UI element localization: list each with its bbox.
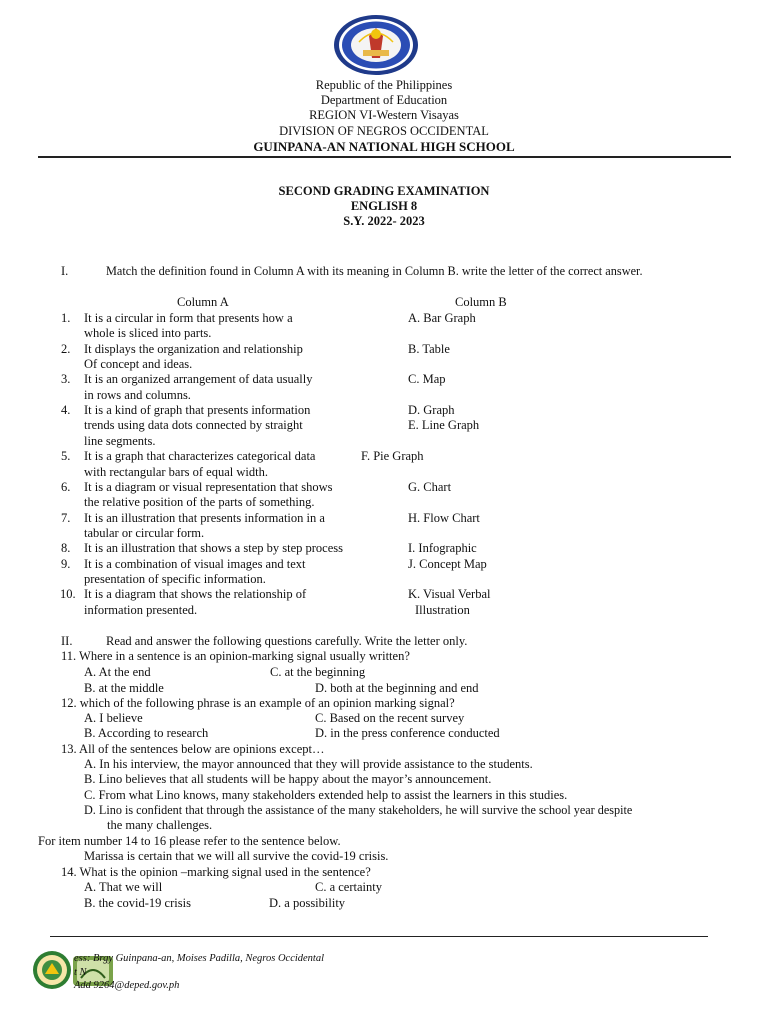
column-a-definition: It is an organized arrangement of data usually [84,372,313,386]
q14-choice-b: B. the covid-19 crisis [84,896,191,910]
column-b-term: Illustration [415,603,470,617]
column-a-definition: It is a graph that characterizes categorical data [84,449,316,463]
part1-numeral: I. [61,264,69,278]
column-a-definition: It is an illustration that shows a step by step process [84,541,343,555]
q12-choice-b: B. According to research [84,726,209,740]
column-a-definition: It is a diagram that shows the relationship of [84,587,307,601]
column-b-term: J. Concept Map [408,557,487,571]
q14-choice-a: A. That we will [84,880,163,894]
column-b-term: F. Pie Graph [361,449,424,463]
item-number: 8. [61,541,71,555]
question-14: 14. What is the opinion –marking signal used in the sentence? [61,865,371,879]
q12-choice-d: D. in the press conference conducted [315,726,500,740]
item-number: 9. [61,557,71,571]
part1-instruction: Match the definition found in Column A with its meaning in Column B. write the letter of the correct answer. [106,264,643,278]
column-a-definition: It is a circular in form that presents how a [84,311,293,325]
item-number: 1. [61,311,71,325]
column-a-definition: presentation of specific information. [84,572,266,586]
column-a-definition: with rectangular bars of equal width. [84,465,268,479]
reference-note: For item number 14 to 16 please refer to the sentence below. [38,834,341,848]
column-a-definition: the relative position of the parts of something. [84,495,315,509]
q13-choice-b: B. Lino believes that all students will be happy about the mayor’s announcement. [84,772,492,786]
column-a-definition: Of concept and ideas. [84,357,193,371]
footer-email: Add 9264@deped.gov.ph [74,980,180,991]
column-a-definition: information presented. [84,603,198,617]
column-a-definition: It is a kind of graph that presents information [84,403,311,417]
header-region: REGION VI-Western Visayas [309,108,459,122]
item-number: 6. [61,480,71,494]
exam-subject: ENGLISH 8 [350,199,418,213]
footer-divider [50,936,708,937]
q14-choice-d: D. a possibility [269,896,346,910]
footer-contact: t N [74,967,87,978]
column-a-definition: line segments. [84,434,156,448]
column-a-definition: It displays the organization and relationship [84,342,303,356]
exam-school-year: S.Y. 2022- 2023 [343,214,425,228]
column-b-term: I. Infographic [408,541,477,555]
exam-title: SECOND GRADING EXAMINATION [278,184,490,198]
column-a-definition: trends using data dots connected by straight [84,418,303,432]
part2-numeral: II. [61,634,73,648]
header-school-name: GUINPANA-AN NATIONAL HIGH SCHOOL [253,139,515,154]
q13-choice-c: C. From what Lino knows, many stakeholders extended help to assist the learners in this studies. [84,788,568,802]
reference-sentence: Marissa is certain that we will all survive the covid-19 crisis. [84,849,389,863]
deped-seal-icon [333,14,419,76]
column-b-term: G. Chart [408,480,452,494]
q11-choice-a: A. At the end [84,665,151,679]
column-b-term: K. Visual Verbal [408,587,491,601]
header-department: Department of Education [320,93,448,107]
item-number: 7. [61,511,71,525]
column-a-definition: It is a diagram or visual representation that shows [84,480,333,494]
column-b-term: C. Map [408,372,446,386]
q13-choice-d-continued: the many challenges. [107,818,213,832]
q11-choice-c: C. at the beginning [270,665,366,679]
header-republic: Republic of the Philippines [315,78,453,92]
column-b-term: D. Graph [408,403,455,417]
column-b-term: H. Flow Chart [408,511,480,525]
q12-choice-c: C. Based on the recent survey [315,711,465,725]
q11-choice-d: D. both at the beginning and end [315,681,479,695]
question-12: 12. which of the following phrase is an example of an opinion marking signal? [61,696,455,710]
item-number: 10. [60,587,76,601]
column-b-term: A. Bar Graph [408,311,476,325]
column-a-definition: whole is sliced into parts. [84,326,212,340]
q13-choice-a: A. In his interview, the mayor announced that they will provide assistance to the students. [84,757,533,771]
column-a-heading: Column A [177,295,229,309]
q12-choice-a: A. I believe [84,711,143,725]
part2-instruction: Read and answer the following questions carefully. Write the letter only. [106,634,468,648]
column-a-definition: It is an illustration that presents information in a [84,511,325,525]
column-a-definition: in rows and columns. [84,388,191,402]
item-number: 4. [61,403,71,417]
item-number: 5. [61,449,71,463]
question-11: 11. Where in a sentence is an opinion-marking signal usually written? [61,649,410,663]
footer-address: ess: Brgy Guinpana-an, Moises Padilla, Negros Occidental [74,953,325,964]
header-divider [38,156,731,158]
q13-choice-d: D. Lino is confident that through the assistance of the many stakeholders, he will survive the school year despite [84,803,633,817]
q11-choice-b: B. at the middle [84,681,164,695]
column-b-heading: Column B [455,295,507,309]
item-number: 3. [61,372,71,386]
column-b-term: B. Table [408,342,450,356]
header-division: DIVISION OF NEGROS OCCIDENTAL [279,124,489,138]
q14-choice-c: C. a certainty [315,880,382,894]
item-number: 2. [61,342,71,356]
column-b-term: E. Line Graph [408,418,480,432]
school-seal-icon [32,950,72,990]
question-13: 13. All of the sentences below are opinions except… [61,742,325,756]
column-a-definition: It is a combination of visual images and text [84,557,306,571]
column-a-definition: tabular or circular form. [84,526,205,540]
